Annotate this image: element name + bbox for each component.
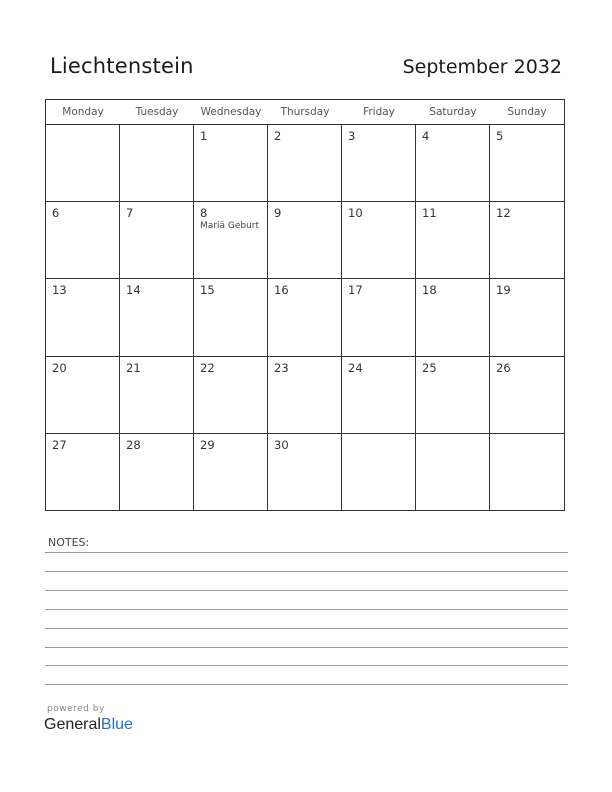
day-cell-12 bbox=[490, 202, 564, 279]
day-number: 18 bbox=[422, 283, 437, 298]
day-number: 20 bbox=[52, 360, 67, 375]
day-cell-18 bbox=[416, 279, 490, 356]
calendar-grid bbox=[45, 99, 565, 511]
day-cell-4 bbox=[416, 125, 490, 202]
notes-line bbox=[45, 552, 568, 553]
day-number: 12 bbox=[496, 206, 511, 221]
day-number: 2 bbox=[274, 129, 282, 143]
day-number: 13 bbox=[52, 283, 67, 298]
day-number: 9 bbox=[274, 206, 282, 221]
day-number: 22 bbox=[200, 360, 215, 375]
weekday-header-saturday: Saturday bbox=[429, 106, 477, 118]
brand-general-text: General bbox=[44, 716, 101, 733]
day-number: 23 bbox=[274, 360, 289, 375]
weekday-header-row bbox=[46, 100, 564, 125]
powered-by-text: powered by bbox=[47, 704, 105, 714]
day-cell-27 bbox=[46, 434, 120, 511]
empty-day-cell bbox=[120, 125, 194, 202]
empty-day-cell bbox=[342, 434, 416, 511]
empty-day-cell bbox=[46, 125, 120, 202]
notes-line bbox=[45, 628, 568, 629]
notes-line bbox=[45, 647, 568, 648]
day-cell-22 bbox=[194, 357, 268, 434]
day-cell-29 bbox=[194, 434, 268, 511]
weekday-header-tuesday: Tuesday bbox=[135, 106, 179, 118]
day-cell-20 bbox=[46, 357, 120, 434]
empty-day-cell bbox=[416, 434, 490, 511]
day-cell-24 bbox=[342, 357, 416, 434]
weekday-header-monday: Monday bbox=[62, 106, 104, 118]
day-cell-3 bbox=[342, 125, 416, 202]
day-number: 19 bbox=[496, 283, 511, 298]
day-cell-23 bbox=[268, 357, 342, 434]
day-cell-30 bbox=[268, 434, 342, 511]
day-number: 26 bbox=[496, 360, 511, 375]
day-number: 28 bbox=[126, 437, 141, 452]
calendar-header bbox=[50, 54, 562, 84]
weekday-header-wednesday: Wednesday bbox=[200, 106, 262, 118]
month-year-title: September 2032 bbox=[402, 56, 562, 78]
day-cell-13 bbox=[46, 279, 120, 356]
country-title: Liechtenstein bbox=[50, 54, 194, 78]
day-number: 1 bbox=[200, 129, 208, 143]
day-cell-17 bbox=[342, 279, 416, 356]
day-cell-16 bbox=[268, 279, 342, 356]
day-cell-8 bbox=[194, 202, 268, 279]
day-number: 17 bbox=[348, 283, 363, 298]
day-number: 29 bbox=[200, 437, 215, 452]
holiday-label: Mariä Geburt bbox=[200, 221, 260, 232]
day-number: 4 bbox=[422, 129, 430, 143]
day-cell-14 bbox=[120, 279, 194, 356]
generalblue-logo bbox=[44, 716, 133, 734]
day-number: 8 bbox=[200, 206, 208, 221]
day-cell-15 bbox=[194, 279, 268, 356]
day-number: 21 bbox=[126, 360, 141, 375]
day-cell-11 bbox=[416, 202, 490, 279]
day-number: 14 bbox=[126, 283, 141, 298]
day-cell-6 bbox=[46, 202, 120, 279]
day-cell-28 bbox=[120, 434, 194, 511]
notes-line bbox=[45, 665, 568, 666]
day-cell-25 bbox=[416, 357, 490, 434]
day-cell-2 bbox=[268, 125, 342, 202]
day-number: 27 bbox=[52, 437, 67, 452]
day-number: 30 bbox=[274, 437, 289, 452]
empty-day-cell bbox=[490, 434, 564, 511]
brand-blue-text: Blue bbox=[100, 716, 133, 733]
day-cell-5 bbox=[490, 125, 564, 202]
day-number: 10 bbox=[348, 206, 363, 221]
day-cell-1 bbox=[194, 125, 268, 202]
day-number: 3 bbox=[348, 129, 356, 143]
notes-line bbox=[45, 684, 568, 685]
day-number: 24 bbox=[348, 360, 363, 375]
day-cell-7 bbox=[120, 202, 194, 279]
day-cell-9 bbox=[268, 202, 342, 279]
day-number: 6 bbox=[52, 206, 60, 221]
day-number: 16 bbox=[274, 283, 289, 298]
day-number: 7 bbox=[126, 206, 134, 221]
day-cell-26 bbox=[490, 357, 564, 434]
notes-label: NOTES: bbox=[48, 536, 90, 549]
weeks-grid bbox=[46, 125, 564, 511]
weekday-header-sunday: Sunday bbox=[507, 106, 547, 118]
day-number: 11 bbox=[422, 206, 437, 221]
weekday-header-friday: Friday bbox=[363, 106, 395, 118]
day-number: 25 bbox=[422, 360, 437, 375]
notes-line bbox=[45, 590, 568, 591]
day-cell-10 bbox=[342, 202, 416, 279]
notes-line bbox=[45, 571, 568, 572]
day-cell-19 bbox=[490, 279, 564, 356]
day-number: 5 bbox=[496, 129, 504, 143]
day-number: 15 bbox=[200, 283, 215, 298]
day-cell-21 bbox=[120, 357, 194, 434]
weekday-header-thursday: Thursday bbox=[280, 106, 330, 118]
notes-line bbox=[45, 609, 568, 610]
